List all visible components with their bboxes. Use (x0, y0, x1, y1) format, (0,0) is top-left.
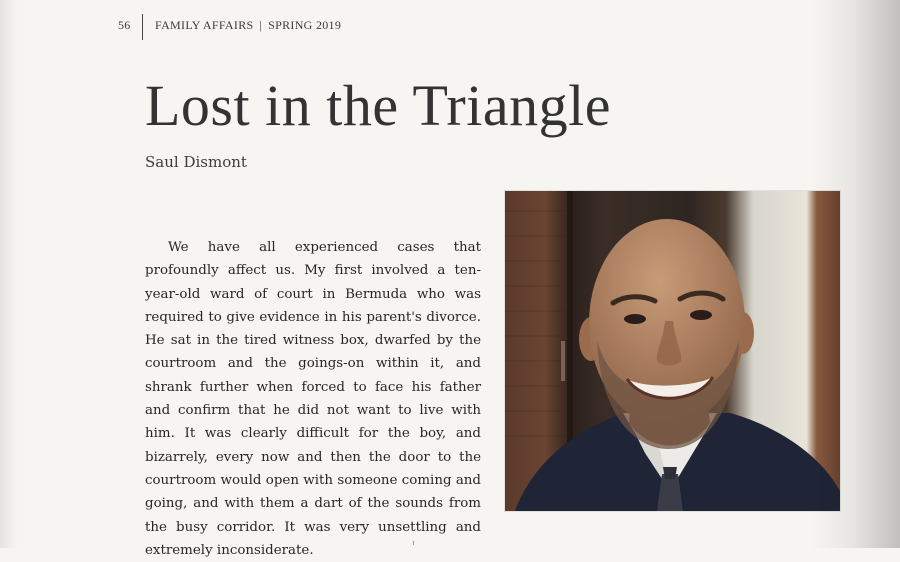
article-author: Saul Dismont (145, 153, 247, 171)
article-title: Lost in the Triangle (145, 73, 611, 138)
page-number: 56 (118, 18, 131, 32)
article-body-paragraph: We have all experienced cases that profoundly affect us. My first involved a ten-year-old ward of court in Bermuda who was required to give evidence in his parent's divorce. He sat in the tired witness box, dwarfed by the courtroom and the goings-on within it, and shrank further when forced to face his father and confirm that he did not want to live with him. It was clearly difficult for the boy, and bizarrely, every now and then the door to the courtroom would open with someone coming and going, and with them a dart of the sounds from the busy corridor. It was very unsettling and extremely inconsiderate. (145, 240, 481, 558)
running-head-separator: | (259, 18, 263, 32)
issue-label: SPRING 2019 (268, 18, 342, 32)
author-photo (505, 191, 840, 511)
page-gutter-shadow (0, 0, 18, 548)
page-speck (413, 541, 414, 545)
running-head-rule (142, 14, 143, 40)
section-name: FAMILY AFFAIRS (155, 18, 254, 32)
running-head (118, 14, 341, 38)
